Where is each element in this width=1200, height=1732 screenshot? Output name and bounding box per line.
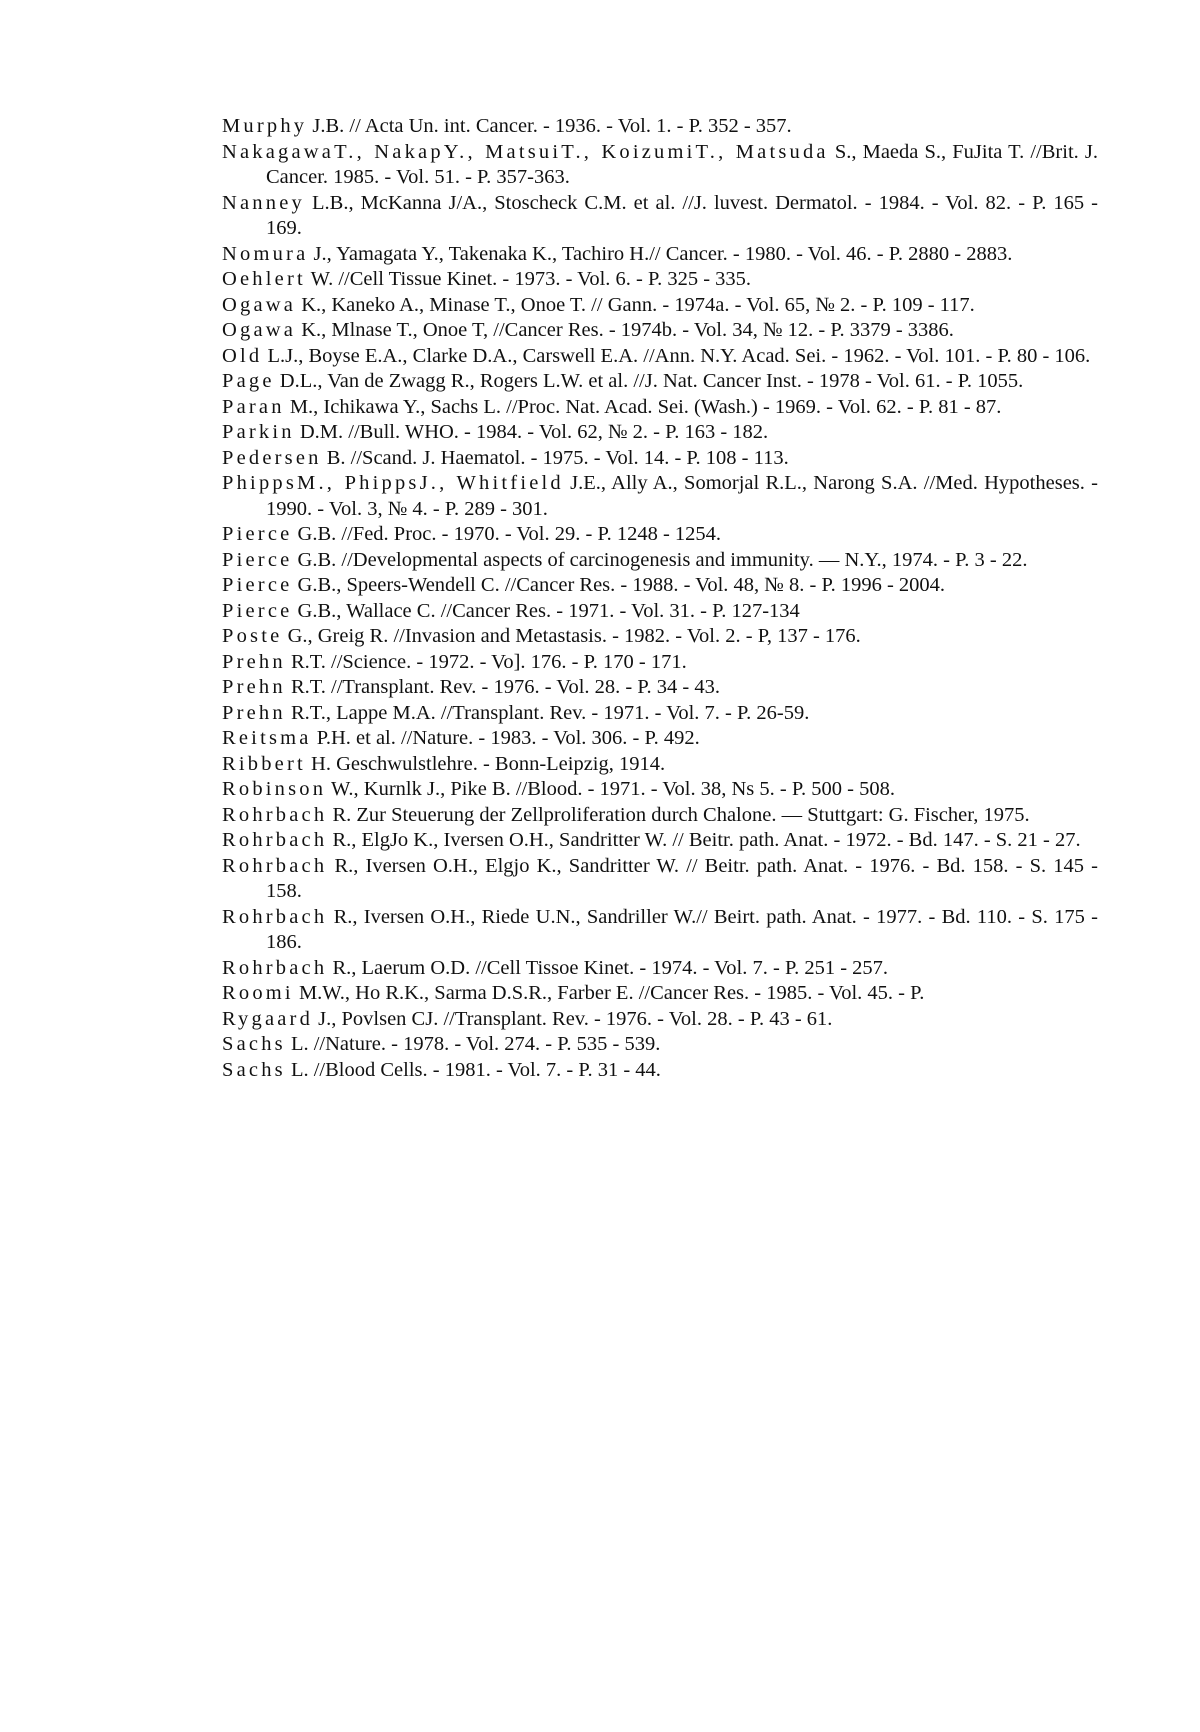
reference-authors: Sachs bbox=[222, 1058, 286, 1081]
reference-entry bbox=[222, 1007, 1098, 1033]
reference-authors: Rygaard bbox=[222, 1007, 314, 1030]
reference-authors: Parkin bbox=[222, 421, 295, 443]
reference-details: K., Mlnase T., Onoe T, //Cancer Res. - 1974b. - Vol. 34, № 12. - P. 3379 - 3386. bbox=[296, 319, 954, 341]
reference-details: D.L., Van de Zwagg R., Rogers L.W. et al. //J. Nat. Cancer Inst. - 1978 - Vol. 61. - P. 1055. bbox=[274, 370, 1024, 392]
reference-authors: Paran bbox=[222, 395, 285, 418]
reference-details: L.B., McKanna J/A., Stoscheck C.M. et al. //J. luvest. Dermatol. - 1984. - Vol. 82. - P. 165 - 169. bbox=[266, 191, 1098, 239]
reference-authors: PhippsM., PhippsJ., Whitfield bbox=[222, 472, 564, 494]
reference-entry bbox=[222, 573, 1098, 599]
reference-details: R., Laerum O.D. //Cell Tissoe Kinet. - 1974. - Vol. 7. - P. 251 - 257. bbox=[327, 956, 889, 979]
reference-authors: Murphy bbox=[222, 115, 308, 137]
reference-authors: Nomura bbox=[222, 242, 309, 265]
reference-entry bbox=[222, 701, 1098, 727]
reference-entry bbox=[222, 1032, 1098, 1058]
reference-details: B. //Scand. J. Haematol. - 1975. - Vol. 14. - P. 108 - 113. bbox=[321, 446, 789, 469]
reference-entry bbox=[222, 191, 1098, 242]
reference-entry bbox=[222, 395, 1098, 421]
reference-list bbox=[222, 114, 1098, 1083]
reference-authors: Reitsma bbox=[222, 727, 312, 749]
reference-authors: Old bbox=[222, 344, 263, 367]
reference-authors: Sachs bbox=[222, 1033, 286, 1055]
reference-entry bbox=[222, 114, 1098, 140]
reference-details: L. //Blood Cells. - 1981. - Vol. 7. - P. 31 - 44. bbox=[285, 1058, 661, 1081]
reference-authors: Prehn bbox=[222, 650, 286, 673]
reference-details: M., Ichikawa Y., Sachs L. //Proc. Nat. Acad. Sei. (Wash.) - 1969. - Vol. 62. - P. 81 - 87. bbox=[284, 395, 1002, 418]
reference-authors: Pierce bbox=[222, 574, 293, 596]
reference-authors: Ogawa bbox=[222, 293, 297, 316]
reference-details: J.B. // Acta Un. int. Cancer. - 1936. - Vol. 1. - P. 352 - 357. bbox=[307, 115, 792, 137]
reference-details: R.T. //Science. - 1972. - Vo]. 176. - P. 170 - 171. bbox=[285, 650, 687, 673]
reference-details: R., Iversen O.H., Elgjo K., Sandritter W. // Beitr. path. Anat. - 1976. - Bd. 158. - S. 145 - 158. bbox=[266, 854, 1098, 902]
reference-details: J., Yamagata Y., Takenaka K., Tachiro H.// Cancer. - 1980. - Vol. 46. - P. 2880 - 2883. bbox=[308, 242, 1013, 265]
reference-entry bbox=[222, 471, 1098, 522]
reference-entry bbox=[222, 650, 1098, 676]
reference-authors: Pierce bbox=[222, 523, 293, 545]
reference-details: H. Geschwulstlehre. - Bonn-Leipzig, 1914. bbox=[305, 752, 666, 775]
reference-entry bbox=[222, 675, 1098, 701]
reference-entry bbox=[222, 522, 1098, 548]
reference-authors: Nanney bbox=[222, 191, 305, 214]
reference-details: R.T. //Transplant. Rev. - 1976. - Vol. 28. - P. 34 - 43. bbox=[285, 676, 720, 698]
reference-entry bbox=[222, 981, 1098, 1007]
reference-authors: Rohrbach bbox=[222, 803, 328, 826]
reference-details: D.M. //Bull. WHO. - 1984. - Vol. 62, № 2. - P. 163 - 182. bbox=[294, 421, 769, 443]
reference-authors: Ribbert bbox=[222, 752, 306, 775]
reference-entry bbox=[222, 777, 1098, 803]
reference-details: G.B. //Fed. Proc. - 1970. - Vol. 29. - P. 1248 - 1254. bbox=[292, 523, 722, 545]
reference-entry bbox=[222, 548, 1098, 574]
reference-entry bbox=[222, 293, 1098, 319]
reference-authors: Pedersen bbox=[222, 446, 322, 469]
reference-authors: NakagawaT., NakapY., MatsuiT., KoizumiT., Matsuda bbox=[222, 140, 829, 163]
reference-entry bbox=[222, 318, 1098, 344]
reference-details: S., Maeda S., FuJita T. //Brit. J. Cancer. 1985. - Vol. 51. - P. 357-363. bbox=[266, 140, 1098, 188]
reference-entry bbox=[222, 828, 1098, 854]
reference-details: L. //Nature. - 1978. - Vol. 274. - P. 535 - 539. bbox=[285, 1033, 661, 1055]
reference-entry bbox=[222, 267, 1098, 293]
reference-entry bbox=[222, 420, 1098, 446]
reference-details: R., ElgJo K., Iversen O.H., Sandritter W. // Beitr. path. Anat. - 1972. - Bd. 147. - S. 21 - 27. bbox=[327, 829, 1081, 851]
reference-details: G.B., Wallace C. //Cancer Res. - 1971. - Vol. 31. - P. 127-134 bbox=[292, 599, 800, 622]
reference-authors: Ogawa bbox=[222, 319, 297, 341]
reference-entry bbox=[222, 140, 1098, 191]
reference-entry bbox=[222, 726, 1098, 752]
reference-entry bbox=[222, 369, 1098, 395]
reference-entry bbox=[222, 752, 1098, 778]
reference-authors: Poste bbox=[222, 625, 283, 647]
reference-details: L.J., Boyse E.A., Clarke D.A., Carswell E.A. //Ann. N.Y. Acad. Sei. - 1962. - Vol. 101. - P. 80 - 106. bbox=[262, 344, 1091, 367]
reference-entry bbox=[222, 446, 1098, 472]
reference-entry bbox=[222, 599, 1098, 625]
reference-details: R.T., Lappe M.A. //Transplant. Rev. - 1971. - Vol. 7. - P. 26-59. bbox=[285, 701, 810, 724]
reference-entry bbox=[222, 956, 1098, 982]
reference-entry bbox=[222, 905, 1098, 956]
reference-authors: Rohrbach bbox=[222, 854, 328, 877]
reference-entry bbox=[222, 854, 1098, 905]
reference-entry bbox=[222, 803, 1098, 829]
reference-authors: Prehn bbox=[222, 676, 286, 698]
reference-details: W., Kurnlk J., Pike B. //Blood. - 1971. - Vol. 38, Ns 5. - P. 500 - 508. bbox=[326, 778, 895, 800]
reference-details: K., Kaneko A., Minase T., Onoe T. // Gann. - 1974a. - Vol. 65, № 2. - P. 109 - 117. bbox=[296, 293, 975, 316]
reference-details: G.B., Speers-Wendell C. //Cancer Res. - 1988. - Vol. 48, № 8. - P. 1996 - 2004. bbox=[292, 574, 946, 596]
reference-details: G.B. //Developmental aspects of carcinogenesis and immunity. — N.Y., 1974. - P. 3 - 22. bbox=[292, 548, 1028, 571]
reference-authors: Rohrbach bbox=[222, 956, 328, 979]
reference-entry bbox=[222, 624, 1098, 650]
reference-authors: Page bbox=[222, 370, 275, 392]
reference-entry bbox=[222, 242, 1098, 268]
reference-entry bbox=[222, 344, 1098, 370]
reference-details: J., Povlsen CJ. //Transplant. Rev. - 1976. - Vol. 28. - P. 43 - 61. bbox=[313, 1007, 833, 1030]
reference-details: P.H. et al. //Nature. - 1983. - Vol. 306. - P. 492. bbox=[311, 727, 700, 749]
reference-entry bbox=[222, 1058, 1098, 1084]
reference-authors: Pierce bbox=[222, 548, 293, 571]
reference-authors: Prehn bbox=[222, 701, 286, 724]
reference-details: W. //Cell Tissue Kinet. - 1973. - Vol. 6. - P. 325 - 335. bbox=[305, 268, 752, 290]
reference-details: R., Iversen O.H., Riede U.N., Sandriller W.// Beirt. path. Anat. - 1977. - Bd. 110. - S. 175 - 186. bbox=[266, 905, 1098, 953]
reference-details: M.W., Ho R.K., Sarma D.S.R., Farber E. //Cancer Res. - 1985. - Vol. 45. - P. bbox=[293, 982, 925, 1004]
reference-details: G., Greig R. //Invasion and Metastasis. - 1982. - Vol. 2. - P, 137 - 176. bbox=[282, 625, 861, 647]
reference-details: R. Zur Steuerung der Zellproliferation durch Chalone. — Stuttgart: G. Fischer, 1975. bbox=[327, 803, 1030, 826]
reference-authors: Oehlert bbox=[222, 268, 306, 290]
reference-authors: Roomi bbox=[222, 982, 294, 1004]
reference-authors: Rohrbach bbox=[222, 829, 328, 851]
reference-details: J.E., Ally A., Somorjal R.L., Narong S.A. //Med. Hypotheses. - 1990. - Vol. 3, № 4. - P. 289 - 301. bbox=[266, 472, 1098, 520]
reference-authors: Rohrbach bbox=[222, 905, 328, 928]
reference-authors: Robinson bbox=[222, 778, 327, 800]
reference-authors: Pierce bbox=[222, 599, 293, 622]
